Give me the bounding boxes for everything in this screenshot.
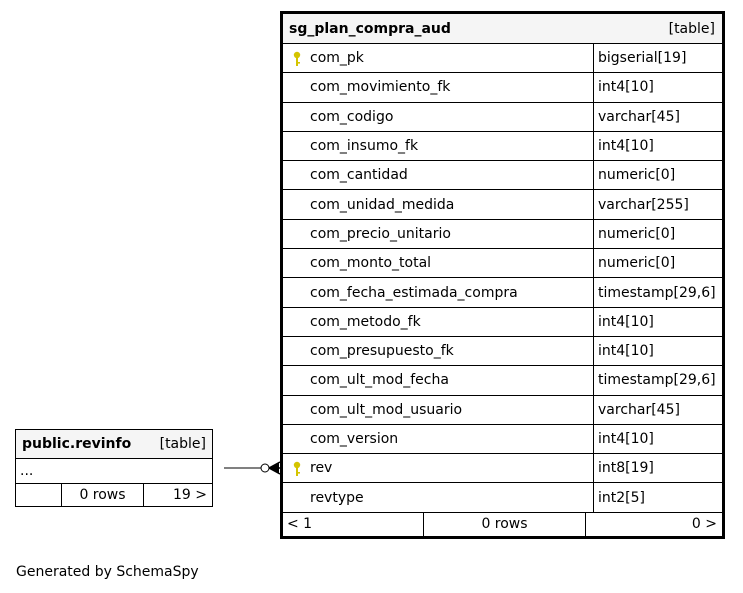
key-icon xyxy=(292,51,302,67)
parents-count xyxy=(16,484,62,506)
table-footer xyxy=(16,484,212,506)
column-row[interactable] xyxy=(283,132,722,161)
column-name: com_metodo_fk xyxy=(310,313,421,330)
column-name-cell xyxy=(283,396,594,424)
column-name-cell xyxy=(283,73,594,101)
column-row[interactable] xyxy=(283,396,722,425)
table-kind: [table] xyxy=(159,436,206,452)
column-type: bigserial[19] xyxy=(598,50,687,67)
column-row[interactable] xyxy=(283,366,722,395)
key-icon xyxy=(292,461,302,477)
table-name[interactable]: public.revinfo xyxy=(22,436,132,452)
column-name: com_movimiento_fk xyxy=(310,79,451,96)
table-sg-plan-compra-aud[interactable] xyxy=(280,11,725,539)
column-name-cell xyxy=(283,278,594,306)
column-name: com_unidad_medida xyxy=(310,196,455,213)
column-name: com_cantidad xyxy=(310,167,408,184)
children-count[interactable]: 19 > xyxy=(173,487,207,503)
table-name[interactable]: sg_plan_compra_aud xyxy=(289,20,451,37)
column-row[interactable] xyxy=(283,454,722,483)
column-type: timestamp[29,6] xyxy=(598,284,716,301)
column-row[interactable] xyxy=(283,161,722,190)
column-name-cell xyxy=(283,220,594,248)
column-name-cell xyxy=(283,103,594,131)
column-name: com_ult_mod_usuario xyxy=(310,401,463,418)
column-name-cell xyxy=(283,366,594,394)
column-name-cell xyxy=(283,161,594,189)
children-count[interactable]: 0 > xyxy=(691,516,717,533)
column-type: int4[10] xyxy=(598,138,654,155)
column-row[interactable] xyxy=(283,249,722,278)
column-type: int4[10] xyxy=(598,313,654,330)
table-kind: [table] xyxy=(668,20,715,37)
table-public-revinfo[interactable] xyxy=(15,429,213,507)
column-type: int8[19] xyxy=(598,460,654,477)
column-name-cell xyxy=(283,425,594,453)
column-name: com_precio_unitario xyxy=(310,225,451,242)
table-footer xyxy=(283,513,722,536)
column-name: com_fecha_estimada_compra xyxy=(310,284,518,301)
column-type: varchar[45] xyxy=(598,108,680,125)
column-type: int4[10] xyxy=(598,431,654,447)
column-type: numeric[0] xyxy=(598,255,676,272)
table-header xyxy=(16,430,212,459)
column-name-cell xyxy=(283,483,594,511)
column-list xyxy=(283,44,722,513)
column-row[interactable] xyxy=(283,103,722,132)
column-row[interactable] xyxy=(283,483,722,512)
column-row[interactable] xyxy=(283,308,722,337)
parents-count[interactable]: < 1 xyxy=(283,513,424,536)
column-name: rev xyxy=(310,460,333,477)
column-type: timestamp[29,6] xyxy=(598,372,716,389)
column-type: int2[5] xyxy=(598,489,645,506)
column-row[interactable] xyxy=(283,220,722,249)
column-row[interactable] xyxy=(283,425,722,454)
column-type: numeric[0] xyxy=(598,225,676,242)
column-type: varchar[45] xyxy=(598,401,680,418)
zero-marker-icon xyxy=(261,464,269,472)
column-name: com_codigo xyxy=(310,108,394,125)
column-name-cell xyxy=(283,190,594,218)
column-name: com_ult_mod_fecha xyxy=(310,372,449,389)
column-type: int4[10] xyxy=(598,79,654,96)
row-count: 0 rows xyxy=(424,513,586,536)
table-header xyxy=(283,14,722,44)
relationship-connector xyxy=(220,455,282,481)
column-name: com_presupuesto_fk xyxy=(310,343,454,360)
row-count: 0 rows xyxy=(62,484,144,506)
column-row[interactable] xyxy=(283,73,722,102)
column-type: int4[10] xyxy=(598,343,654,360)
column-name-cell xyxy=(283,249,594,277)
column-row[interactable] xyxy=(283,278,722,307)
column-type: numeric[0] xyxy=(598,167,676,184)
column-name: com_insumo_fk xyxy=(310,138,419,155)
generated-by-label: Generated by SchemaSpy xyxy=(16,564,199,580)
column-type: varchar[255] xyxy=(598,196,689,213)
column-name-cell xyxy=(283,44,594,72)
column-name-cell xyxy=(283,308,594,336)
column-name: com_pk xyxy=(310,50,364,67)
column-name-cell xyxy=(283,454,594,482)
column-row[interactable] xyxy=(283,337,722,366)
column-row[interactable] xyxy=(283,190,722,219)
column-name: revtype xyxy=(310,489,364,506)
column-name-cell xyxy=(283,132,594,160)
column-name: com_version xyxy=(310,431,399,447)
columns-collapsed: ... xyxy=(16,459,212,484)
column-name: com_monto_total xyxy=(310,255,432,272)
column-row[interactable] xyxy=(283,44,722,73)
column-name-cell xyxy=(283,337,594,365)
